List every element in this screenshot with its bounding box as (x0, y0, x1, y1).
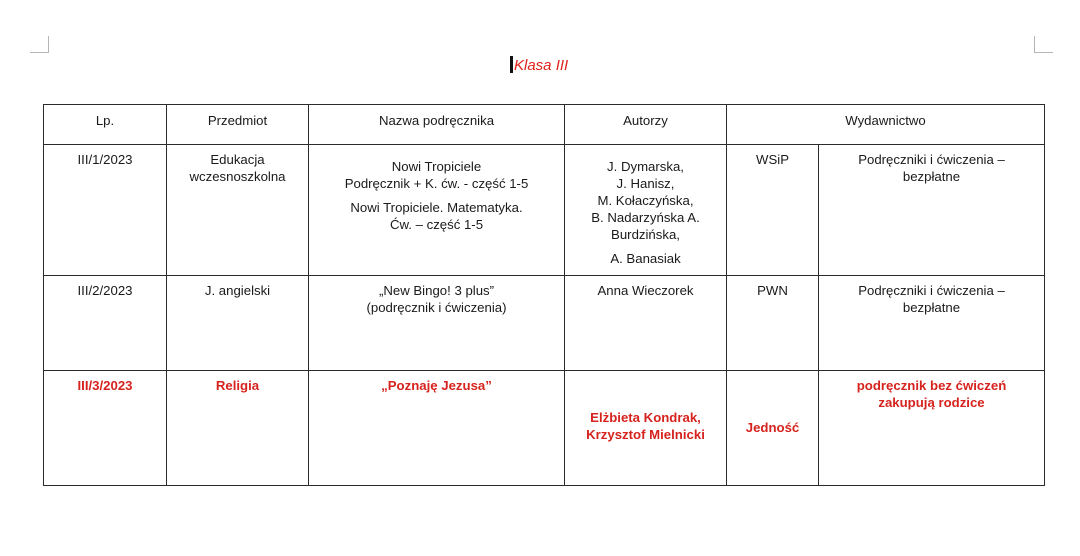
table-header-row (44, 105, 1045, 145)
header-authors[interactable]: Autorzy (565, 105, 727, 145)
textbook-table (43, 104, 1045, 486)
cell-subject-line: wczesnoszkolna (189, 169, 286, 184)
table-row (44, 371, 1045, 486)
header-publisher[interactable]: Wydawnictwo (727, 105, 1045, 145)
cell-lp[interactable]: III/2/2023 (44, 276, 167, 371)
cell-subject[interactable] (167, 371, 309, 486)
cell-note-line: zakupują rodzice (878, 395, 985, 410)
cell-note-line: bezpłatne (902, 300, 961, 315)
cell-author-line: J. Dymarska, (607, 159, 684, 174)
cell-author-line: Krzysztof Mielnicki (586, 427, 705, 442)
cell-book-line: Nowi Tropiciele (391, 159, 482, 174)
cell-publisher[interactable]: PWN (727, 276, 819, 371)
text-cursor (510, 56, 513, 73)
document-title-text: Klasa III (514, 57, 569, 74)
cell-author-line: A. Banasiak (610, 251, 681, 266)
cell-book-line: Nowi Tropiciele. Matematyka. (350, 200, 523, 215)
cell-authors[interactable] (565, 276, 727, 371)
cell-book-line: Ćw. – część 1-5 (389, 217, 484, 232)
cell-author-line: M. Kołaczyńska, (597, 193, 694, 208)
cell-author-line: Burdzińska, (611, 227, 680, 242)
table-row (44, 276, 1045, 371)
cell-publisher[interactable]: Jedność (727, 371, 819, 486)
cell-book-line: „Poznaję Jezusa” (381, 378, 492, 393)
cell-subject-line: Edukacja (210, 152, 265, 167)
page-corner-marker-right (1034, 36, 1053, 53)
cell-book-line: „New Bingo! 3 plus” (378, 283, 495, 298)
cell-subject-line: J. angielski (204, 283, 271, 298)
cell-author-line: B. Nadarzyńska A. (591, 210, 700, 225)
cell-note-line: Podręczniki i ćwiczenia – (858, 152, 1005, 167)
header-lp[interactable]: Lp. (44, 105, 167, 145)
cell-book[interactable] (309, 371, 565, 486)
cell-author-line: J. Hanisz, (616, 176, 675, 191)
document-title[interactable] (510, 56, 568, 74)
table-row (44, 145, 1045, 276)
cell-publisher[interactable]: WSiP (727, 145, 819, 276)
cell-author-line: Elżbieta Kondrak, (590, 410, 701, 425)
cell-subject[interactable] (167, 276, 309, 371)
cell-book[interactable] (309, 145, 565, 276)
cell-subject[interactable] (167, 145, 309, 276)
cell-lp[interactable]: III/1/2023 (44, 145, 167, 276)
page-corner-marker-left (30, 36, 49, 53)
cell-book-line: (podręcznik i ćwiczenia) (366, 300, 507, 315)
header-book[interactable]: Nazwa podręcznika (309, 105, 565, 145)
cell-note[interactable] (819, 371, 1045, 486)
cell-book-line: Podręcznik + K. ćw. - część 1-5 (344, 176, 529, 191)
cell-note-line: Podręczniki i ćwiczenia – (858, 283, 1005, 298)
cell-note[interactable] (819, 145, 1045, 276)
cell-authors[interactable] (565, 145, 727, 276)
cell-subject-line: Religia (215, 378, 260, 393)
cell-author-line: Anna Wieczorek (597, 283, 694, 298)
cell-book[interactable] (309, 276, 565, 371)
cell-authors[interactable] (565, 371, 727, 486)
cell-note-line: podręcznik bez ćwiczeń (856, 378, 1007, 393)
cell-note-line: bezpłatne (902, 169, 961, 184)
cell-note[interactable] (819, 276, 1045, 371)
cell-lp[interactable]: III/3/2023 (44, 371, 167, 486)
header-subject[interactable]: Przedmiot (167, 105, 309, 145)
